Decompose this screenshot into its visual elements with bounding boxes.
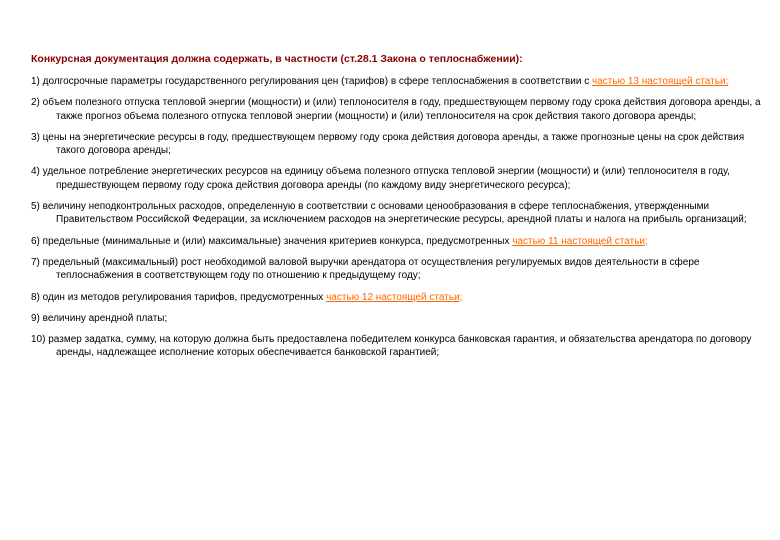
list-item-6	[31, 235, 761, 248]
list-item-4	[31, 165, 761, 192]
item-text: 10) размер задатка, сумму, на которую должна быть предоставлена победителем конкурса банковская гарантия, и обязательства арендатора по договору аренды, надлежащее исполнение которых обеспечивается банковской гарантией;	[31, 334, 752, 359]
list-item-9	[31, 312, 761, 325]
article-part-11-link[interactable]: частью 11 настоящей статьи;	[512, 235, 648, 247]
item-text: 7) предельный (максимальный) рост необходимой валовой выручки арендатора от осуществления регулируемых видов деятельности в сфере теплоснабжения в соответствующем году по отношению к предыдущему году;	[31, 256, 700, 282]
item-text: 8) один из методов регулирования тарифов, предусмотренных	[31, 291, 327, 303]
list-item-7	[31, 256, 761, 283]
item-text: 4) удельное потребление энергетических ресурсов на единицу объема полезного отпуска тепловой энергии (мощности) и (или) теплоносителя в году, предшествующем первому году срока действия договора аренды (по каждому виду энергетического ресурса);	[31, 166, 730, 191]
item-text: 1) долгосрочные параметры государственного регулирования цен (тарифов) в сфере теплоснабжения в соответствии с	[31, 76, 593, 87]
item-text: 2) объем полезного отпуска тепловой энергии (мощности) и (или) теплоносителя в году, предшествующем первому году срока действия договора аренды, а также прогноз объема полезного отпуска тепловой энергии (мощности) и (или) теплоносителя на срок действия такого договора аренды;	[31, 97, 761, 122]
item-text: 6) предельные (минимальные и (или) максимальные) значения критериев конкурса, предусмотренных	[31, 235, 513, 247]
article-part-12-link[interactable]: частью 12 настоящей статьи;	[326, 291, 463, 303]
list-item-2	[31, 96, 761, 123]
list-item-1	[31, 75, 761, 88]
article-part-13-link[interactable]: частью 13 настоящей статьи;	[592, 76, 729, 87]
item-text: 3) цены на энергетические ресурсы в году, предшествующем первому году срока действия договора аренды, а также прогнозные цены на срок действия такого договора аренды;	[31, 131, 745, 157]
document-body	[31, 53, 761, 368]
list-item-5	[31, 200, 761, 227]
item-text: 5) величину неподконтрольных расходов, определенную в соответствии с основами ценообразования в сфере теплоснабжения, утвержденными Правительством Российской Федерации, за исключением расходов на энергетические ресурсы, арендной платы и налога на прибыль организаций;	[31, 201, 747, 226]
list-item-10	[31, 333, 761, 360]
list-item-8	[31, 291, 761, 304]
list-item-3	[31, 131, 761, 158]
document-heading: Конкурсная документация должна содержать, в частности (ст.28.1 Закона о теплоснабжении):	[31, 53, 523, 65]
item-text: 9) величину арендной платы;	[31, 312, 168, 324]
